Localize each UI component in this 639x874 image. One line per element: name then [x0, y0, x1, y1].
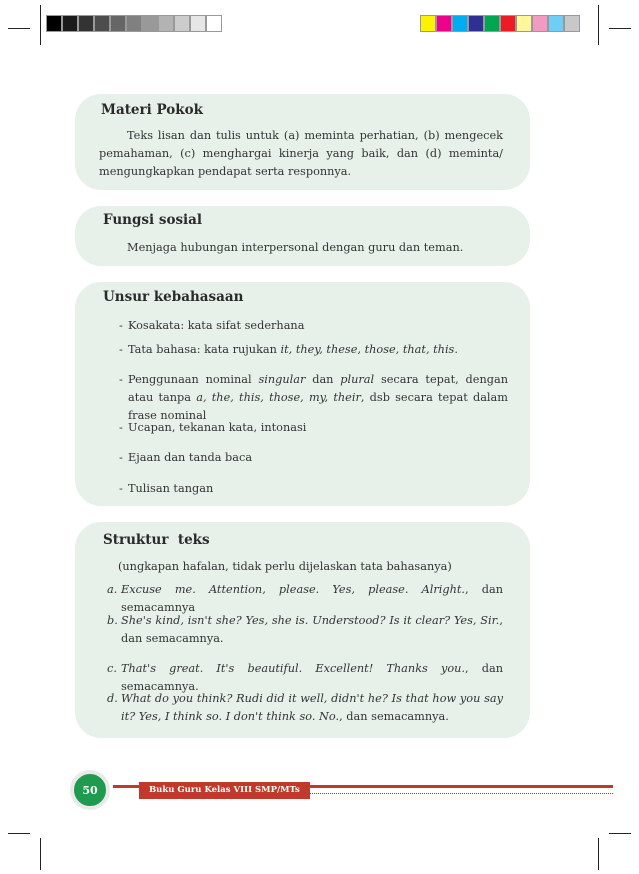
bullet-dash: - [119, 451, 123, 464]
tata-bahasa-examples: it, they, these, those, that, this [280, 343, 455, 356]
color-registration-bar [420, 15, 584, 32]
nominal-text-2: dan [305, 373, 341, 386]
materi-pokok-title: Materi Pokok [101, 102, 203, 118]
registration-swatch [468, 15, 484, 32]
materi-pokok-body [99, 127, 503, 181]
registration-swatch [46, 15, 62, 32]
registration-swatch [206, 15, 222, 32]
bullet-dash: - [119, 482, 123, 495]
nominal-plural: plural [340, 373, 375, 386]
materi-pokok-text: Teks lisan dan tulis untuk (a) meminta perhatian, (b) mengecek pemahaman, (c) menghargai kinerja yang baik, dan (d) meminta/ mengungkapkan pendapat serta responnya. [99, 129, 503, 178]
crop-mark-top-right-h [609, 28, 631, 29]
registration-swatch [94, 15, 110, 32]
struktur-teks-intro: (ungkapan hafalan, tidak perlu dijelaskan tata bahasanya) [118, 560, 452, 573]
registration-swatch [174, 15, 190, 32]
registration-swatch [452, 15, 468, 32]
crop-mark-top-right-v [598, 5, 599, 45]
registration-swatch [62, 15, 78, 32]
registration-swatch [110, 15, 126, 32]
item-c-expressions: That's great. It's beautiful. Excellent! Thanks you. [121, 662, 466, 675]
item-label-a: a. [107, 583, 118, 596]
struktur-teks-card [75, 522, 530, 738]
list-item-ejaan [119, 449, 508, 467]
struktur-teks-title: Struktur teks [103, 532, 210, 548]
kosakata-text: Kosakata: kata sifat sederhana [128, 319, 305, 332]
tata-bahasa-text: Tata bahasa: kata rujukan [128, 343, 281, 356]
list-item-d [107, 690, 503, 726]
grayscale-registration-bar [46, 15, 224, 32]
registration-swatch [158, 15, 174, 32]
fungsi-sosial-title: Fungsi sosial [103, 212, 203, 228]
item-d-rest: , dan semacamnya. [339, 710, 449, 723]
list-item-nominal [119, 371, 508, 425]
registration-swatch [78, 15, 94, 32]
bullet-dash: - [119, 373, 123, 386]
crop-mark-top-left-v [40, 5, 41, 45]
crop-mark-top-left-h [8, 28, 30, 29]
ucapan-text: Ucapan, tekanan kata, intonasi [128, 421, 307, 434]
registration-swatch [126, 15, 142, 32]
page-number: 50 [82, 783, 98, 797]
item-label-b: b. [107, 614, 118, 627]
crop-mark-bottom-left-v [40, 838, 41, 870]
registration-swatch [190, 15, 206, 32]
item-label-c: c. [107, 662, 117, 675]
list-item-b [107, 612, 503, 648]
item-a-expressions: Excuse me. Attention, please. Yes, please. Alright. [121, 583, 466, 596]
bullet-dash: - [119, 319, 123, 332]
item-c-rest: , dan semacamnya. [121, 662, 503, 693]
unsur-kebahasaan-title: Unsur kebahasaan [103, 289, 244, 305]
list-item-ucapan [119, 419, 508, 437]
materi-pokok-card [75, 94, 530, 190]
nominal-singular: singular [258, 373, 306, 386]
item-label-d: d. [107, 692, 118, 705]
registration-swatch [420, 15, 436, 32]
fungsi-sosial-card [75, 206, 530, 266]
list-item-tata-bahasa [119, 341, 508, 359]
item-b-expressions: She's kind, isn't she? Yes, she is. Understood? Is it clear? Yes, Sir. [121, 614, 500, 627]
bullet-dash: - [119, 343, 123, 356]
registration-swatch [564, 15, 580, 32]
crop-mark-bottom-right-v [598, 838, 599, 870]
nominal-text-4: , dsb secara tepat dalam frase nominal [128, 391, 508, 422]
bullet-dash: - [119, 421, 123, 434]
item-a-rest: , dan semacamnya [121, 583, 503, 614]
ejaan-text: Ejaan dan tanda baca [128, 451, 253, 464]
list-item-kosakata [119, 317, 508, 335]
crop-mark-bottom-right-h [609, 833, 631, 834]
tata-bahasa-suffix: . [454, 343, 458, 356]
item-d-expressions: What do you think? Rudi did it well, didn't he? Is that how you say it? Yes, I think so. I don't think so. No. [121, 692, 503, 723]
fungsi-sosial-body: Menjaga hubungan interpersonal dengan guru dan teman. [127, 241, 464, 254]
list-item-tulisan [119, 480, 508, 498]
footer-book-label: Buku Guru Kelas VIII SMP/MTs [139, 782, 310, 799]
registration-swatch [484, 15, 500, 32]
unsur-kebahasaan-card [75, 282, 530, 506]
item-b-rest: , dan semacamnya. [121, 614, 503, 645]
nominal-text-1: Penggunaan nominal [128, 373, 259, 386]
registration-swatch [142, 15, 158, 32]
registration-swatch [532, 15, 548, 32]
nominal-examples: a, the, this, those, my, their [196, 391, 361, 404]
registration-swatch [548, 15, 564, 32]
registration-swatch [500, 15, 516, 32]
registration-swatch [436, 15, 452, 32]
crop-mark-bottom-left-h [8, 833, 30, 834]
nominal-text-3: secara tepat, dengan atau tanpa [128, 373, 508, 404]
page-number-badge [70, 770, 110, 810]
footer-dotted-rule [300, 793, 613, 794]
registration-swatch [516, 15, 532, 32]
tulisan-text: Tulisan tangan [128, 482, 214, 495]
